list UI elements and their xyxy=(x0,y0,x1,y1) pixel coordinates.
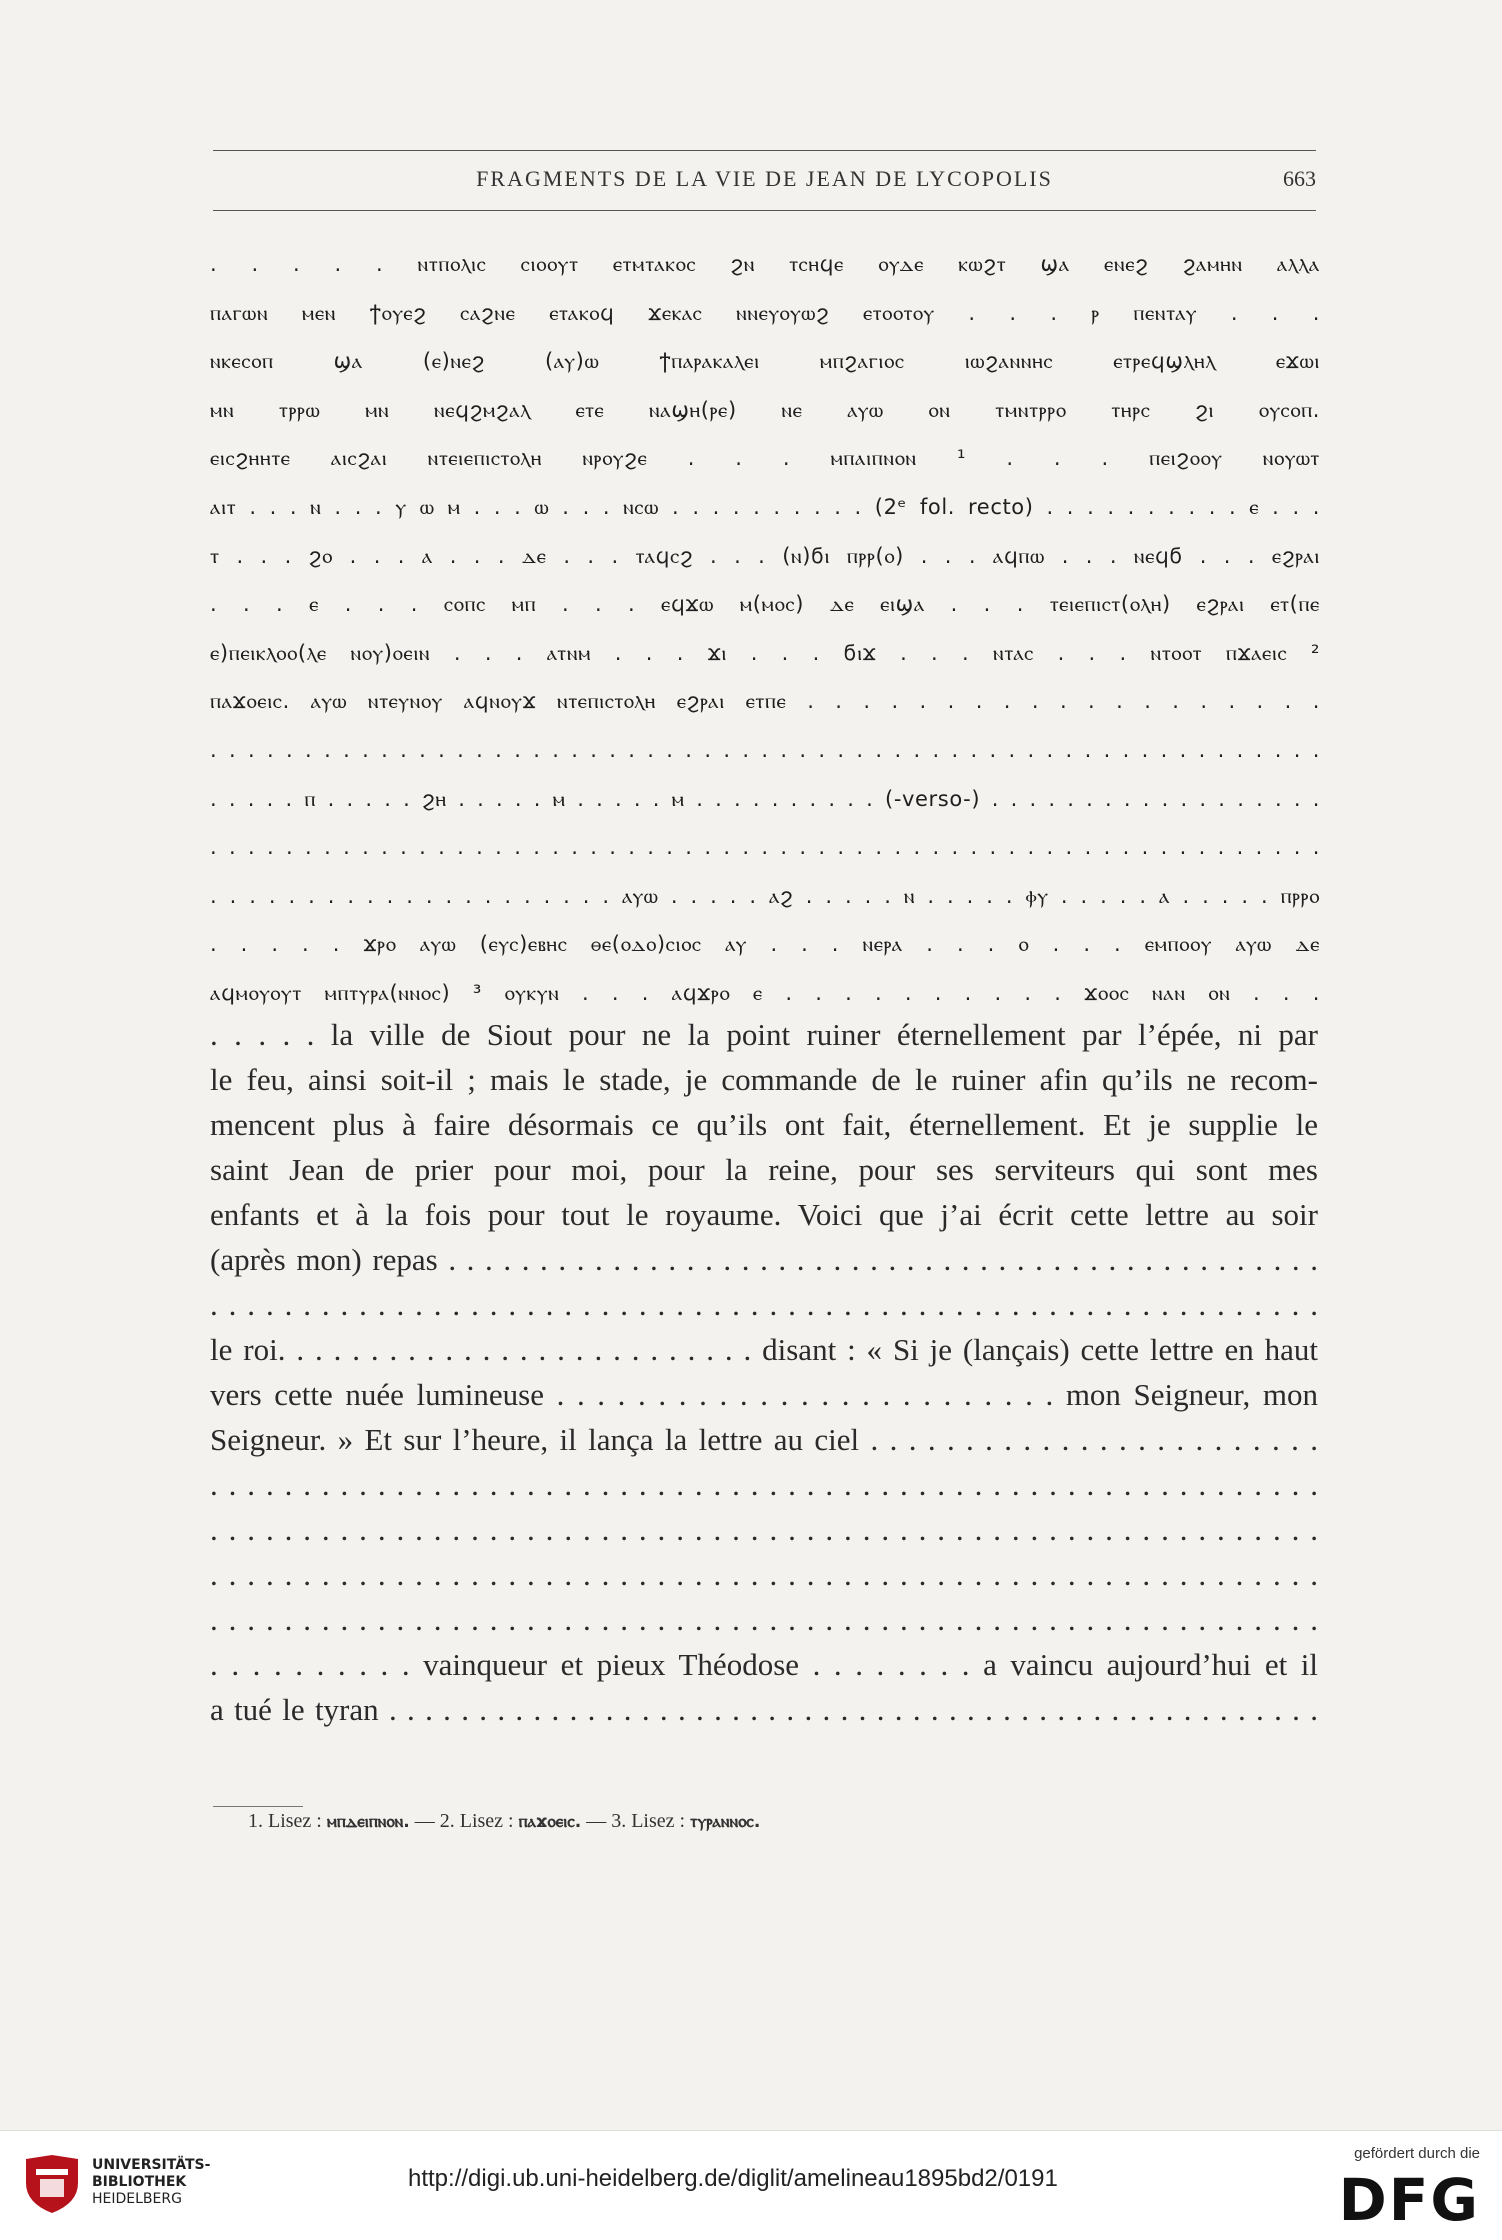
header-rule xyxy=(213,210,1316,211)
coptic-line: . . . ⲉ . . . ⲥⲟⲡⲥ ⲙⲡ . . . ⲉϥϫⲱ ⲙ(ⲙⲟⲥ) ⲇⲉ ⲉⲓϣⲁ . . . ⲧⲉⲓⲉⲡⲓⲥⲧ(ⲟⲗⲏ) ⲉϩⲣⲁⲓ ⲉⲧ(ⲡⲉ xyxy=(210,592,1320,617)
top-rule xyxy=(213,150,1316,151)
french-line: Seigneur. » Et sur l’heure, il lança la lettre au ciel . . . . . . . . . . . . . . . . . . . . . . . . xyxy=(210,1422,1318,1457)
footnote-1-word: ⲙⲡⲇⲉⲓⲡⲛⲟⲛ. xyxy=(326,1812,410,1832)
coptic-line: . . . . . ⲡ . . . . . ϩⲏ . . . . . ⲙ . . . . . ⲙ . . . . . . . . . . (-verso-) . . . . . . . . . . . . . . . . . . xyxy=(210,786,1320,811)
footnote-rule xyxy=(213,1806,303,1807)
french-line: vers cette nuée lumineuse . . . . . . . . . . . . . . . . . . . . . . . . . mon Seigneur, mon xyxy=(210,1377,1318,1412)
french-line: le roi. . . . . . . . . . . . . . . . . . . . . . . . . . disant : « Si je (lançais) cette lettre en haut xyxy=(210,1332,1318,1367)
coptic-line: . . . . . . . . . . . . . . . . . . . . . . . . . . . . . . . . . . . . . . . . . . . . . . . . . . . . . . . . . . . xyxy=(210,835,1320,860)
french-line: saint Jean de prier pour moi, pour la reine, pour ses serviteurs qui sont mes xyxy=(210,1152,1318,1187)
french-line: le feu, ainsi soit-il ; mais le stade, je commande de le ruiner afin qu’ils ne recom- xyxy=(210,1062,1318,1097)
library-line-3: HEIDELBERG xyxy=(92,2191,182,2207)
sponsor-caption: gefördert durch die xyxy=(1354,2145,1480,2162)
dfg-logo: DFG xyxy=(1338,2166,1480,2234)
french-line: (après mon) repas . . . . . . . . . . . . . . . . . . . . . . . . . . . . . . . . . . . . . . . . . . . . . . . . xyxy=(210,1242,1318,1277)
french-line: enfants et à la fois pour tout le royaume. Voici que j’ai écrit cette lettre au soir xyxy=(210,1197,1318,1232)
french-line: . . . . . la ville de Siout pour ne la point ruiner éternellement par l’épée, ni par xyxy=(210,1017,1318,1052)
french-line: . . . . . . . . . . . . . . . . . . . . . . . . . . . . . . . . . . . . . . . . . . . . . . . . . . . . . . . . . . . . xyxy=(210,1512,1318,1547)
running-title: FRAGMENTS DE LA VIE DE JEAN DE LYCOPOLIS xyxy=(476,166,1053,191)
coptic-line: ⲡⲁϫⲟⲉⲓⲥ. ⲁⲩⲱ ⲛⲧⲉⲩⲛⲟⲩ ⲁϥⲛⲟⲩϫ ⲛⲧⲉⲡⲓⲥⲧⲟⲗⲏ ⲉϩⲣⲁⲓ ⲉⲧⲡⲉ . . . . . . . . . . . . . . . . . . . xyxy=(210,689,1320,714)
coptic-line: . . . . . ⲛⲧⲡⲟⲗⲓⲥ ⲥⲓⲟⲟⲩⲧ ⲉⲧⲙⲧⲁⲕⲟⲥ ϩⲛ ⲧⲥⲏϥⲉ ⲟⲩⲇⲉ ⲕⲱϩⲧ ϣⲁ ⲉⲛⲉϩ ϩⲁⲙⲏⲛ ⲁⲗⲗⲁ xyxy=(210,252,1320,276)
footnote-2-prefix: — 2. Lisez : xyxy=(409,1810,519,1832)
coptic-line: ⲛⲕⲉⲥⲟⲡ ϣⲁ (ⲉ)ⲛⲉϩ (ⲁⲩ)ⲱ ϯⲡⲁⲣⲁⲕⲁⲗⲉⲓ ⲙⲡϩⲁⲅⲓⲟⲥ ⲓⲱϩⲁⲛⲛⲏⲥ ⲉⲧⲣⲉϥϣⲗⲏⲗ ⲉϫⲱⲓ xyxy=(210,349,1320,374)
coptic-line: ⲙⲛ ⲧⲣⲣⲱ ⲙⲛ ⲛⲉϥϩⲙϩⲁⲗ ⲉⲧⲉ ⲛⲁϣⲏ(ⲣⲉ) ⲛⲉ ⲁⲩⲱ ⲟⲛ ⲧⲙⲛⲧⲣⲣⲟ ⲧⲏⲣⲥ ϩⲓ ⲟⲩⲥⲟⲡ. xyxy=(210,397,1320,422)
university-library-logo-icon xyxy=(22,2153,82,2215)
coptic-line: ⲉⲓⲥϩⲏⲏⲧⲉ ⲁⲓⲥϩⲁⲓ ⲛⲧⲉⲓⲉⲡⲓⲥⲧⲟⲗⲏ ⲛⲣⲟⲩϩⲉ . . . ⲙⲡⲁⲓⲡⲛⲟⲛ ¹ . . . ⲡⲉⲓϩⲟⲟⲩ ⲛⲟⲩⲱⲧ xyxy=(210,446,1320,471)
library-name xyxy=(92,2157,210,2208)
coptic-line: . . . . . . . . . . . . . . . . . . . . . . . . . . . . . . . . . . . . . . . . . . . . . . . . . . . . . . . . . . . xyxy=(210,737,1320,762)
coptic-line: . . . . . . . . . . . . . . . . . . . . . ⲁⲩⲱ . . . . . ⲁϩ . . . . . ⲛ . . . . . ⲫⲩ . . . . . ⲁ . . . . . ⲡⲣⲣⲟ xyxy=(210,883,1320,908)
coptic-line: ⲡⲁⲅⲱⲛ ⲙⲉⲛ ϯⲟⲩⲉϩ ⲥⲁϩⲛⲉ ⲉⲧⲁⲕⲟϥ ϫⲉⲕⲁⲥ ⲛⲛⲉⲩⲟⲩⲱϩ ⲉⲧⲟⲟⲧⲟⲩ . . . ⲣ ⲡⲉⲛⲧⲁⲩ . . . xyxy=(210,300,1320,325)
french-line: . . . . . . . . . . . . . . . . . . . . . . . . . . . . . . . . . . . . . . . . . . . . . . . . . . . . . . . . . . . . xyxy=(210,1287,1318,1322)
coptic-line: ⲁⲓⲧ . . . ⲛ . . . ⲩ ⲱ ⲙ . . . ⲱ . . . ⲛⲥⲱ . . . . . . . . . . (2ᵉ fol. recto) . . . . . . . . . . ⲉ . . . xyxy=(210,494,1320,519)
coptic-line: . . . . . ϫⲣⲟ ⲁⲩⲱ (ⲉⲩⲥ)ⲉⲃⲏⲥ ⲑⲉ(ⲟⲇⲟ)ⲥⲓⲟⲥ ⲁⲩ . . . ⲛⲉⲣⲁ . . . ⲟ . . . ⲉⲙⲡⲟⲟⲩ ⲁⲩⲱ ⲇⲉ xyxy=(210,932,1320,957)
french-line: . . . . . . . . . . . . . . . . . . . . . . . . . . . . . . . . . . . . . . . . . . . . . . . . . . . . . . . . . . . . xyxy=(210,1467,1318,1502)
french-line: . . . . . . . . . . . . . . . . . . . . . . . . . . . . . . . . . . . . . . . . . . . . . . . . . . . . . . . . . . . . xyxy=(210,1602,1318,1637)
running-head xyxy=(213,166,1316,202)
library-line-1: UNIVERSITÄTS- xyxy=(92,2157,211,2173)
permalink-url[interactable]: http://digi.ub.uni-heidelberg.de/diglit/amelineau1895bd2/0191 xyxy=(408,2165,1058,2192)
french-line: . . . . . . . . . . . . . . . . . . . . . . . . . . . . . . . . . . . . . . . . . . . . . . . . . . . . . . . . . . . . xyxy=(210,1557,1318,1592)
page-number: 663 xyxy=(1283,166,1316,191)
coptic-line: ⲉ)ⲡⲉⲓⲕⲗⲟⲟ(ⲗⲉ ⲛⲟⲩ)ⲟⲉⲓⲛ . . . ⲁⲧⲛⲙ . . . ϫⲓ . . . ϭⲓϫ . . . ⲛⲧⲁⲥ . . . ⲛⲧⲟⲟⲧ ⲡϫⲁⲉⲓⲥ ² xyxy=(210,640,1320,665)
footnote-2-word: ⲡⲁϫⲟⲉⲓⲥ. xyxy=(518,1812,582,1832)
french-translation-block xyxy=(210,1012,1318,1732)
coptic-text-block xyxy=(210,240,1320,1018)
digitization-footer xyxy=(0,2130,1502,2240)
coptic-line: ⲧ . . . ϩⲟ . . . ⲁ . . . ⲇⲉ . . . ⲧⲁϥⲥϩ . . . (ⲛ)ϭⲓ ⲡⲣⲣ(ⲟ) . . . ⲁϥⲡⲱ . . . ⲛⲉϥϭ . . . ⲉϩⲣⲁⲓ xyxy=(210,543,1320,568)
french-line: a tué le tyran . . . . . . . . . . . . . . . . . . . . . . . . . . . . . . . . . . . . . . . . . . . . . . . . . . . . xyxy=(210,1692,1318,1727)
footnotes xyxy=(248,1810,1148,1833)
french-line: . . . . . . . . . . vainqueur et pieux Théodose . . . . . . . . a vaincu aujourd’hui et il xyxy=(210,1647,1318,1682)
footnote-3-word: ⲧⲩⲣⲁⲛⲛⲟⲥ. xyxy=(690,1812,761,1832)
library-line-2: BIBLIOTHEK xyxy=(92,2174,187,2190)
footnote-3-prefix: — 3. Lisez : xyxy=(581,1810,691,1832)
coptic-line: ⲁϥⲙⲟⲩⲟⲩⲧ ⲙⲡⲧⲩⲣⲁ(ⲛⲛⲟⲥ) ³ ⲟⲩⲕⲩⲛ . . . ⲁϥϫⲣⲟ ⲉ . . . . . . . . . . ϫⲟⲟⲥ ⲛⲁⲛ ⲟⲛ . . . xyxy=(210,980,1320,1005)
footnote-1-prefix: 1. Lisez : xyxy=(248,1810,327,1832)
french-line: mencent plus à faire désormais ce qu’ils ont fait, éternellement. Et je supplie le xyxy=(210,1107,1318,1142)
